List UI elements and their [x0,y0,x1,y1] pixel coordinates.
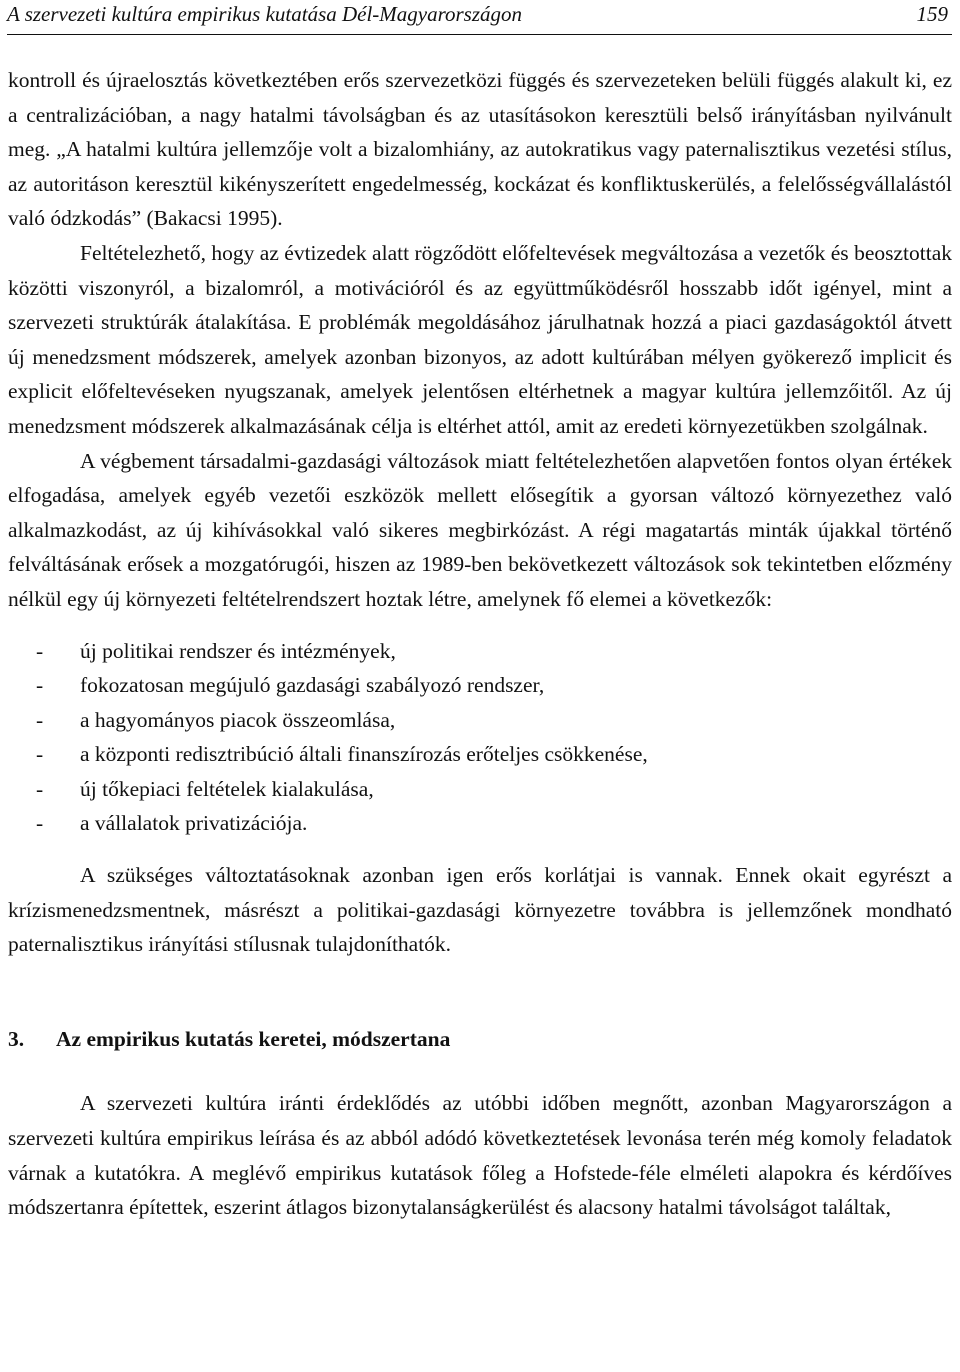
list-dash: - [36,811,44,836]
page-number: 159 [916,2,948,26]
list-dash: - [36,638,44,663]
list-item [8,737,952,772]
list-dash: - [36,776,44,801]
section-heading [8,1022,952,1057]
paragraph-5: A szervezeti kultúra iránti érdeklődés az utóbbi időben megnőtt, azonban Magyarországon a szervezeti kultúra empirikus leírása és az abból adódó következtetések levonása terén még komoly feladatok várnak a kutatókra. A meglévő empirikus kutatások főleg a Hofstede-féle elméleti alapokra és kérdőíves módszertanra építettek, eszerint átlagos bizonytalanságkerülést és alacsony hatalmi távolságot találtak, [8,1091,952,1220]
paragraph-2: Feltételezhető, hogy az évtizedek alatt rögződött előfeltevések megváltozása a vezetők és beosztottak közötti viszonyról, a bizalomról, a motivációról és az együttműködésről hosszabb időt igényel, mint a szervezeti struktúrák átalakítása. E problémák megoldásához járulhatnak hozzá a piaci gazdaságoktól átvett új menedzsment módszerek, amelyek azonban bizonyos, az adott kultúrában mélyen gyökerező implicit és explicit előfeltevéseken nyugszanak, amelyek jelentősen eltérhetnek a magyar kultúra jellemzőitől. Az új menedzsment módszerek alkalmazásának célja is eltérhet attól, amit az eredeti környezetükben szolgálnak. [8,240,952,438]
paragraph-4: A szükséges változtatásoknak azonban igen erős korlátjai is vannak. Ennek okait egyrészt a krízismenedzsmentnek, másrészt a politikai-gazdasági környezetre továbbra is jellemzőnek mondható paternalisztikus irányítási stílusnak tulajdoníthatók. [8,863,952,957]
list-dash: - [36,742,44,767]
list-item [8,634,952,669]
paragraph-3: A végbement társadalmi-gazdasági változások miatt feltételezhetően alapvetően fontos olyan értékek elfogadása, amelyek egyéb vezetői eszközök mellett elősegítik a gyorsan változó környezethez való alkalmazkodást, az új kihívásokkal való sikeres megbirkózást. A régi magatartás minták újakkal történő felváltásának erősek a mozgatórugói, hiszen az 1989-ben bekövetkezett változások sok tekintetben előzmény nélkül egy új környezeti feltételrendszert hoztak létre, amelynek fő elemei a következők: [8,448,952,611]
page-body [8,63,952,1225]
list-item-text: új tőkepiaci feltételek kialakulása, [80,776,374,801]
list-item-text: új politikai rendszer és intézmények, [80,638,396,663]
list-dash: - [36,707,44,732]
running-header-title: A szervezeti kultúra empirikus kutatása Dél-Magyarországon [7,2,523,26]
list-item [8,668,952,703]
list-item-text: fokozatosan megújuló gazdasági szabályozó rendszer, [80,673,545,698]
list-dash: - [36,673,44,698]
list-item [8,703,952,738]
list-item [8,806,952,841]
section-title: Az empirikus kutatás keretei, módszertana [56,1026,451,1051]
list-item-text: a vállalatok privatizációja. [80,811,308,836]
change-factors-list [8,634,952,842]
running-header [7,0,952,35]
list-item-text: a hagyományos piacok összeomlása, [80,707,396,732]
section-number: 3. [8,1026,25,1051]
paragraph-1: kontroll és újraelosztás következtében erős szervezetközi függés és szervezeteken belüli függés alakult ki, ez a centralizációban, a nagy hatalmi távolságban és az utasításokon keresztüli belső irányításban nyilvánult meg. „A hatalmi kultúra jellemzője volt a bizalomhiány, az autokratikus vagy paternalisztikus vezetési stílus, az autoritáson keresztül kikényszerített engedelmesség, kockázat és konfliktuskerülés, a felelősségvállalástól való ódzkodás” (Bakacsi 1995). [8,68,952,231]
list-item-text: a központi redisztribúció általi finanszírozás erőteljes csökkenése, [80,742,648,767]
list-item [8,772,952,807]
